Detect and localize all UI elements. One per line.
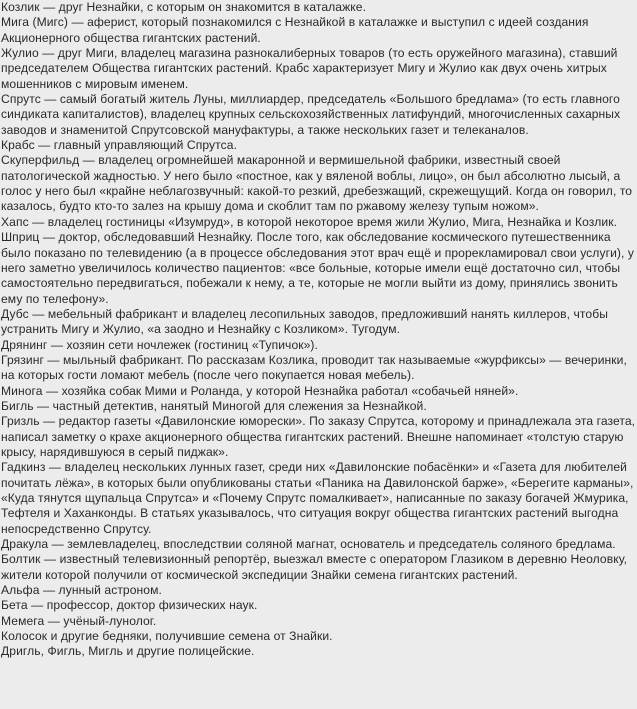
character-entry-sprouts: Спрутс — самый богатый житель Луны, миллиардер, председатель «Большого бредлама» (то есть главного синдиката капиталистов), владелец крупных сельскохозяйственных латифундий, многочисленных сахарных заводов и знаменитой Спрутсовской мануфактуры, а также нескольких газет и телеканалов. [1, 92, 621, 137]
character-entry-gadkinz: Гадкинз — владелец нескольких лунных газет, среди них «Давилонские побасёнки» и «Газета для любителей почитать лёжа», в которых были опубликованы статьи «Паника на Давилонской барже», «Берегите карманы», «Куда тянутся щупальца Спрутса» и «Почему Спрутс помалкивает», написанные по заказу богачей Жмурика, Тефтеля и Хаханконды. В статьях указывалось, что ситуация вокруг общества гигантских растений выгодна непосредственно Спрутсу. [1, 460, 634, 536]
character-entry-gryazing: Грязинг — мыльный фабрикант. По рассказам Козлика, проводит так называемые «журфиксы» — вечеринки, на которых гости ломают мебель (после чего покупается новая мебель). [1, 352, 627, 383]
character-entry-boltik: Болтик — известный телевизионный репортёр, выезжал вместе с оператором Глазиком в деревню Неоловку, жители которой получили от космической экспедиции Знайки семена гигантских растений. [1, 552, 628, 582]
character-entry-police: Дригль, Фигль, Мигль и другие полицейские. [1, 644, 255, 659]
character-entry-alfa: Альфа — лунный астроном. [1, 583, 162, 598]
character-entry-skuperfild: Скуперфильд — владелец огромнейшей макаронной и вермишельной фабрики, известный своей патологической жадностью. У него было «постное, как у вяленой воблы, лицо», он был абсолютно лысый, а голос у него был «крайне неблагозвучный: какой-то резкий, дребезжащий, скрежещущий. Когда он говорил, то казалось, будто кто-то залез на крышу дома и скоблит там по ржавому железу тупым ножом». [1, 153, 633, 214]
character-entry-miga: Мига (Мигс) — аферист, который познакомился с Незнайкой в каталажке и выступил с идеей создания Акционерного общества гигантских растений. [1, 15, 589, 45]
character-entry-minoga: Минога — хозяйка собак Мими и Роланда, у которой Незнайка работал «собачьей няней». [1, 383, 519, 398]
character-entry-kozlik: Козлик — друг Незнайки, с которым он знакомится в каталажке. [1, 0, 367, 14]
character-entry-shprits: Шприц — доктор, обследовавший Незнайку. После того, как обследование космического путешественника было показано по телевидению (а в процессе обследования этот врач ещё и прорекламировал свои услуги), у него заметно увеличилось количество пациентов: «все больные, которые имели ещё достаточно сил, чтобы самостоятельно передвигаться, побежали к нему, а те, которые не могли выйти из дому, принялись звонить ему по телефону». [1, 230, 635, 306]
character-entry-zhulio: Жулио — друг Миги, владелец магазина разнокалиберных товаров (то есть оружейного магазина), ставший председателем Общества гигантских растений. Крабс характеризует Мигу и Жулио как двух очень хитрых мошенников с мировым именем. [1, 46, 618, 91]
character-entry-krabs: Крабс — главный управляющий Спрутса. [1, 138, 238, 153]
character-entry-grizl: Гризль — редактор газеты «Давилонские юморески». По заказу Спрутса, которому и принадлежала эта газета, написал заметку о крахе акционерного общества гигантских растений. Внешне напоминает «толстую старую крысу, нарядившуюся в серый пиджак». [1, 414, 636, 459]
character-entry-drakula: Дракула — землевладелец, впоследствии соляной магнат, основатель и председатель соляного бредлама. [1, 537, 616, 552]
character-entry-dubs: Дубс — мебельный фабрикант и владелец лесопильных заводов, предложивший нанять киллеров, чтобы устранить Мигу и Жулио, «а заодно и Незнайку с Козликом». Тугодум. [1, 306, 608, 337]
character-entry-beta: Бета — профессор, доктор физических наук. [1, 598, 258, 613]
character-entry-bigl: Бигль — частный детектив, нанятый Миногой для слежения за Незнайкой. [1, 398, 427, 413]
character-entry-dryaning: Дрянинг — хозяин сети ночлежек (гостиниц «Тупичок»). [1, 337, 318, 352]
character-entry-kolosok: Колосок и другие бедняки, получившие семена от Знайки. [1, 629, 333, 644]
character-entry-memega: Мемега — учёный-лунолог. [1, 613, 157, 628]
character-entry-khaps: Хапс — владелец гостиницы «Изумруд», в которой некоторое время жили Жулио, Мига, Незнайка и Козлик. [1, 214, 618, 229]
